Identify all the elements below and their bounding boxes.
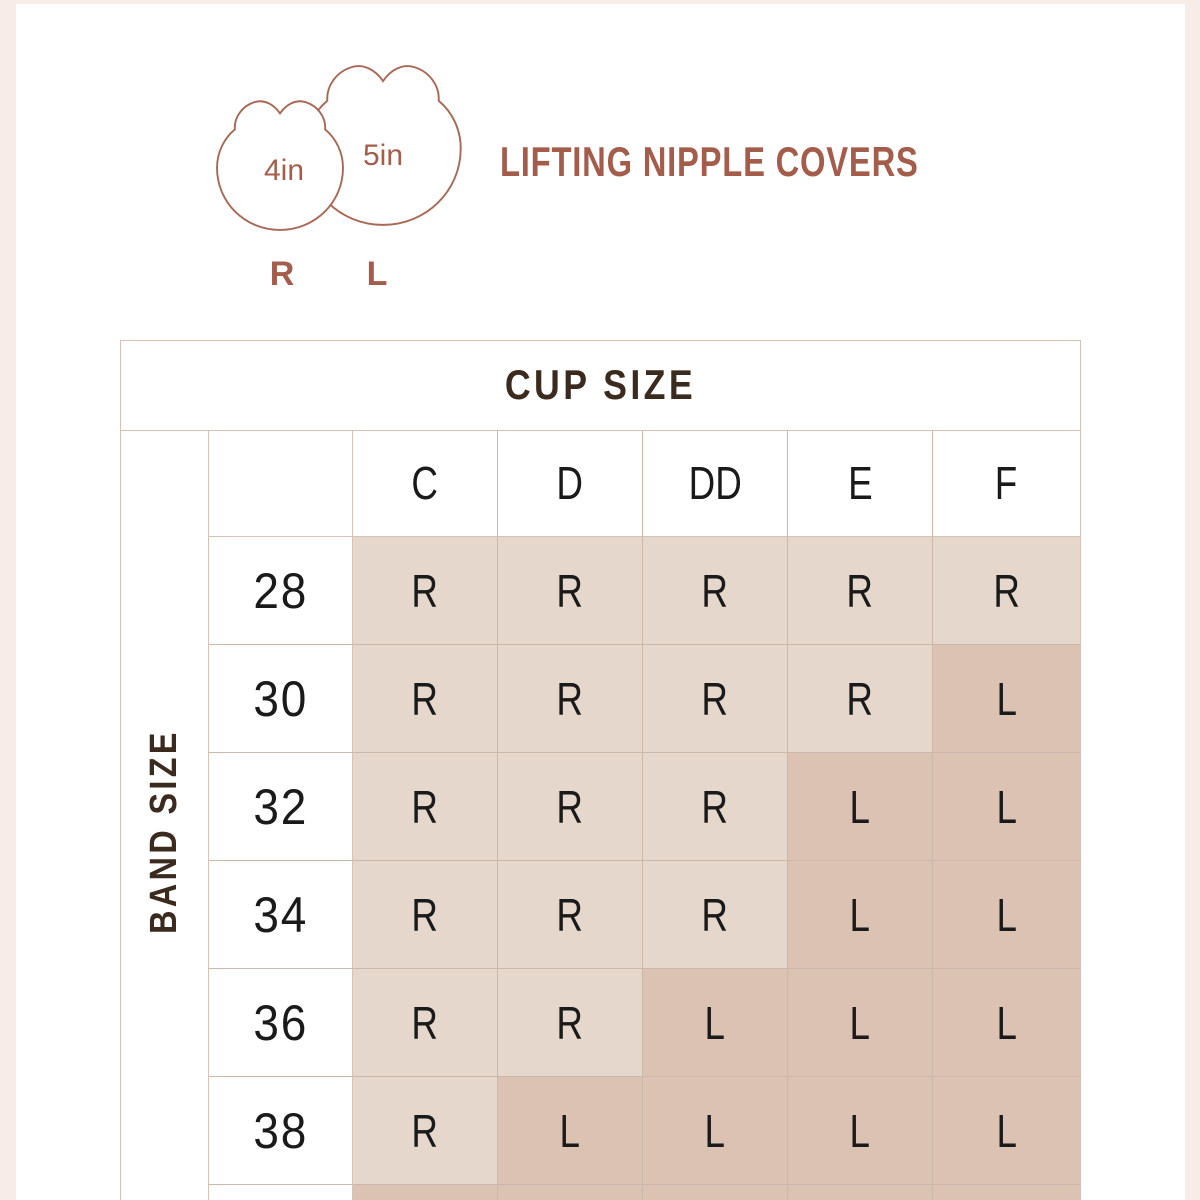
band-cell <box>209 1185 353 1200</box>
column-header-cell: C <box>353 431 498 538</box>
value-cell: R <box>353 969 498 1077</box>
value-cell: R <box>643 753 788 861</box>
table-row <box>209 645 1080 753</box>
value-cell: L <box>643 969 788 1077</box>
value-cell: R <box>643 861 788 969</box>
value-cell: R <box>498 753 643 861</box>
frame-strip-right <box>1185 0 1200 1200</box>
cup-size-header-row <box>121 341 1080 431</box>
value-cell: R <box>933 537 1080 645</box>
value-cell: L <box>498 1077 643 1185</box>
band-cell: 32 <box>209 753 353 861</box>
page-title: LIFTING NIPPLE COVERS <box>500 138 919 185</box>
column-header-cell: F <box>933 431 1080 538</box>
value-cell <box>788 1185 933 1200</box>
frame-strip-top <box>0 0 1200 4</box>
band-cell: 30 <box>209 645 353 753</box>
value-cell <box>353 1185 498 1200</box>
value-cell: L <box>788 753 933 861</box>
table-grid <box>209 431 1080 1200</box>
value-cell: L <box>788 969 933 1077</box>
small-cover-letter-label: R <box>269 255 295 293</box>
value-cell: R <box>498 537 643 645</box>
value-cell: R <box>643 645 788 753</box>
value-cell: R <box>498 645 643 753</box>
column-header-cell: DD <box>643 431 788 538</box>
value-cell: L <box>933 753 1080 861</box>
value-cell: L <box>933 861 1080 969</box>
large-cover-size-label: 5in <box>362 139 404 172</box>
value-cell <box>643 1185 788 1200</box>
value-cell: L <box>933 645 1080 753</box>
large-cover-letter-label: L <box>366 255 388 293</box>
band-cell: 34 <box>209 861 353 969</box>
value-cell: R <box>643 537 788 645</box>
band-cell: 38 <box>209 1077 353 1185</box>
value-cell: R <box>353 753 498 861</box>
corner-cell <box>209 431 353 538</box>
value-cell: R <box>788 645 933 753</box>
band-size-column <box>121 431 209 1200</box>
value-cell <box>933 1185 1080 1200</box>
value-cell: R <box>498 969 643 1077</box>
band-size-header: BAND SIZE <box>143 729 186 935</box>
table-body <box>121 431 1080 1200</box>
value-cell: R <box>353 861 498 969</box>
band-cell: 36 <box>209 969 353 1077</box>
value-cell: L <box>788 861 933 969</box>
size-table <box>120 340 1081 1200</box>
value-cell: R <box>353 1077 498 1185</box>
value-cell: L <box>788 1077 933 1185</box>
column-header-cell: E <box>788 431 933 538</box>
value-cell: L <box>933 969 1080 1077</box>
frame-strip-left <box>0 0 16 1200</box>
cup-size-header: CUP SIZE <box>504 361 697 409</box>
table-row <box>209 537 1080 645</box>
table-row <box>209 753 1080 861</box>
band-cell: 28 <box>209 537 353 645</box>
cover-size-diagram <box>195 45 465 300</box>
column-header-cell: D <box>498 431 643 538</box>
table-row <box>209 861 1080 969</box>
table-row-partial <box>209 1185 1080 1200</box>
value-cell: L <box>643 1077 788 1185</box>
value-cell: R <box>498 861 643 969</box>
value-cell: R <box>788 537 933 645</box>
value-cell: L <box>933 1077 1080 1185</box>
column-header-row <box>209 431 1080 538</box>
value-cell: R <box>353 645 498 753</box>
table-row <box>209 1077 1080 1185</box>
value-cell: R <box>353 537 498 645</box>
table-row <box>209 969 1080 1077</box>
value-cell <box>498 1185 643 1200</box>
small-cover-size-label: 4in <box>263 154 305 187</box>
